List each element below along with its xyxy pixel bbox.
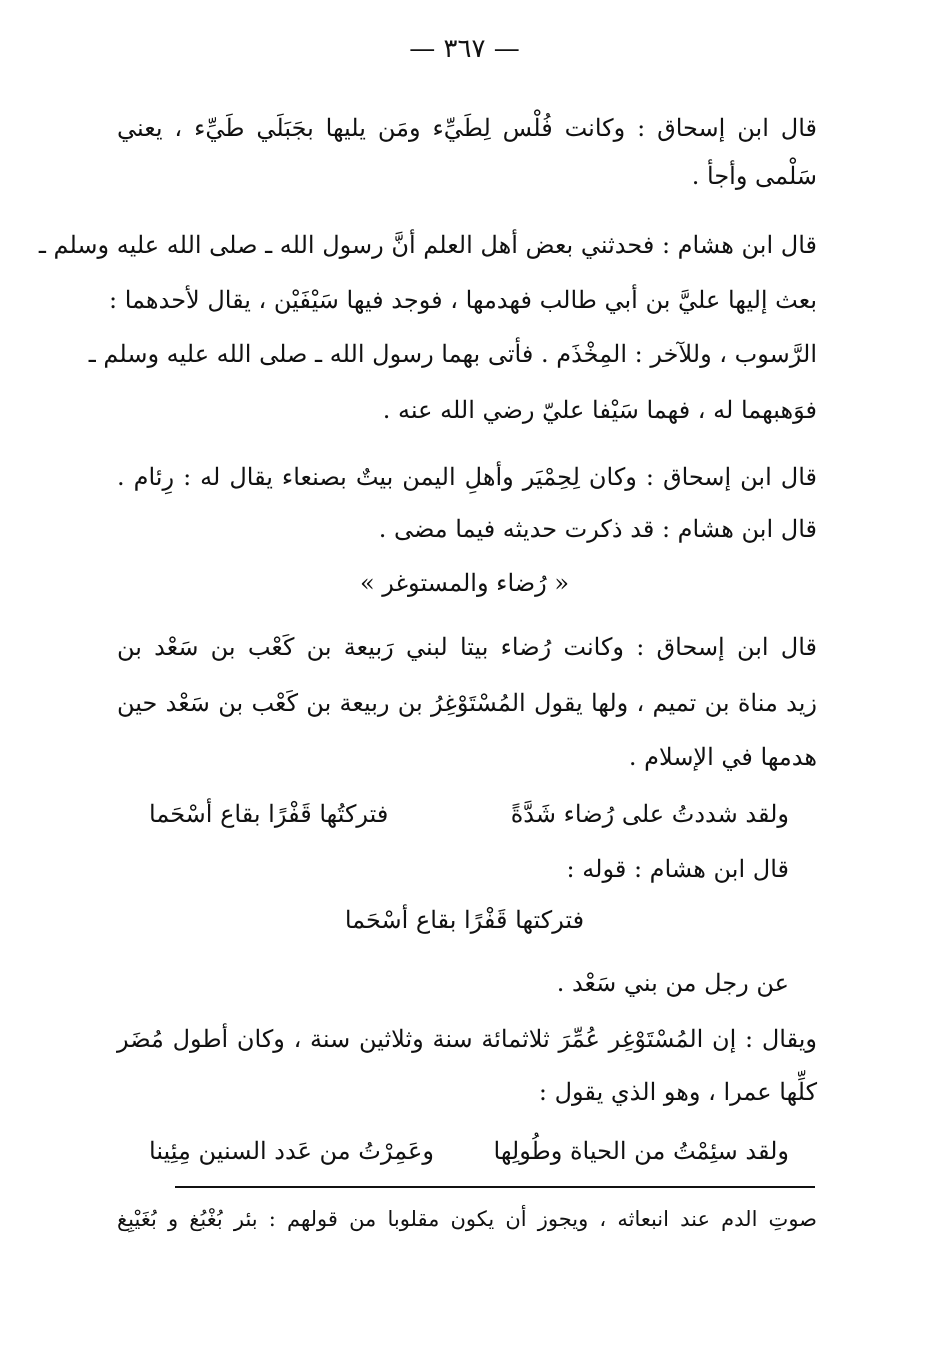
text-line: هدمها في الإسلام . [628, 743, 817, 771]
verse-first-hemistich: ولقد سئِمْتُ من الحياة وطُولِها [493, 1137, 789, 1165]
footnote-divider [175, 1186, 815, 1188]
text-line: بعث إليها عليَّ بن أبي طالب فهدمها ، فوجد فيها سَيْفَيْن ، يقال لأحدهما : [109, 286, 817, 314]
text-line: كلِّها عمرا ، وهو الذي يقول : [538, 1078, 817, 1106]
verse-second-hemistich: وعَمِرْتُ من عَدد السنين مِئِينا [149, 1137, 434, 1165]
text-line: قال ابن هشام : فحدثني بعض أهل العلم أنَّ رسول الله ـ صلى الله عليه وسلم ـ [38, 231, 817, 259]
section-heading: « رُضاء والمستوغر » [359, 569, 570, 597]
page-number: — ٣٦٧ — [409, 34, 520, 64]
verse-first-hemistich: ولقد شددتُ على رُضاء شَدَّةً [510, 800, 789, 828]
poetry-verse [149, 1134, 789, 1168]
text-line: قال ابن إسحاق : وكانت فُلْس لِطَيِّء ومَن يليها بجَبَلَي طَيِّء ، يعني [117, 114, 817, 142]
verse-second-hemistich: فتركتُها قَفْرًا بقاع أسْحَما [149, 800, 389, 828]
text-line: قال ابن هشام : قد ذكرت حديثه فيما مضى . [378, 515, 817, 543]
text-line: ويقال : إن المُسْتَوْغِر عُمِّرَ ثلاثمائة سنة وثلاثين سنة ، وكان أطول مُضَر [117, 1025, 817, 1053]
text-line: قال ابن إسحاق : وكان لِحِمْيَر وأهلِ اليمن بيتٌ بصنعاء يقال له : رِئام . [117, 463, 818, 491]
poetry-verse [149, 797, 789, 831]
text-line: سَلْمى وأجأ . [691, 162, 817, 190]
text-line: فوَهبهما له ، فهما سَيْفا عليّ رضي الله عنه . [382, 396, 817, 424]
footnote: صوتِ الدم عند انبعاثه ، ويجوز أن يكون مقلوبا من قولهم : بئر بُغْبُغ و بُغَيْبِغ [117, 1207, 817, 1231]
text-line: زيد مناة بن تميم ، ولها يقول المُسْتَوْغِرُ بن ربيعة بن كَعْب بن سَعْد حين [117, 689, 817, 717]
quoted-hemistich: فتركتها قَفْرًا بقاع أسْحَما [344, 906, 585, 934]
text-line: قال ابن إسحاق : وكانت رُضاء بيتا لبني رَبيعة بن كَعْب بن سَعْد بن [117, 633, 817, 661]
text-line: الرَّسوب ، وللآخر : المِخْذَم . فأتى بهما رسول الله ـ صلى الله عليه وسلم ـ [88, 340, 817, 368]
text-line: قال ابن هشام : قوله : [566, 855, 789, 883]
text-line: عن رجل من بني سَعْد . [556, 969, 789, 997]
